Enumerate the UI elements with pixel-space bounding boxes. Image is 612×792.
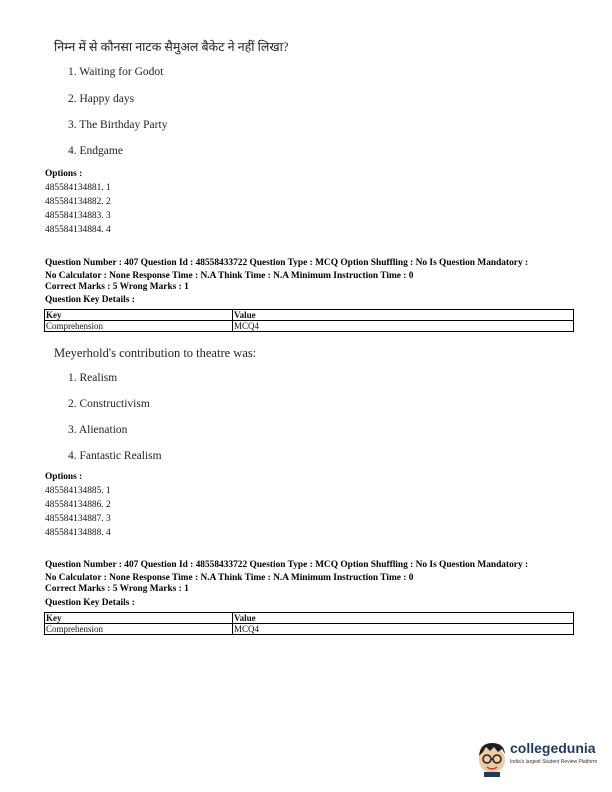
table-header-key: Key	[45, 613, 233, 624]
brand-name: collegedunia	[510, 740, 596, 756]
option-id: 485584134888. 4	[45, 528, 111, 538]
mascot-icon	[479, 743, 505, 777]
table-header-value: Value	[233, 613, 574, 624]
option-item: 1. Waiting for Godot	[68, 66, 164, 78]
key-table	[44, 612, 574, 635]
meta-line: No Calculator : None Response Time : N.A Think Time : N.A Minimum Instruction Time : 0	[45, 270, 414, 281]
option-item: 3. Alienation	[68, 424, 128, 436]
key-details-label: Question Key Details :	[45, 598, 135, 608]
option-item: 3. The Birthday Party	[68, 119, 168, 131]
option-id: 485584134887. 3	[45, 514, 111, 524]
question-text: निम्न में से कौनसा नाटक सैमुअल बैकेट ने नहीं लिखा?	[54, 40, 289, 54]
meta-line: No Calculator : None Response Time : N.A Think Time : N.A Minimum Instruction Time : 0	[45, 572, 414, 583]
question-meta	[45, 257, 575, 282]
option-item: 2. Constructivism	[68, 398, 150, 410]
table-row	[45, 321, 574, 332]
table-row	[45, 613, 574, 624]
key-details-label: Question Key Details :	[45, 295, 135, 305]
table-row	[45, 624, 574, 635]
table-cell-key: Comprehension	[45, 321, 233, 332]
question-meta	[45, 559, 575, 584]
option-item: 1. Realism	[68, 372, 118, 384]
table-header-key: Key	[45, 310, 233, 321]
options-label: Options :	[45, 472, 83, 482]
marks-line: Correct Marks : 5 Wrong Marks : 1	[45, 584, 189, 594]
option-item: 2. Happy days	[68, 93, 135, 105]
question-text: Meyerhold's contribution to theatre was:	[54, 346, 257, 360]
options-label: Options :	[45, 169, 83, 179]
option-item: 4. Fantastic Realism	[68, 450, 162, 462]
table-cell-value: MCQ4	[233, 321, 574, 332]
table-cell-value: MCQ4	[233, 624, 574, 635]
option-id: 485584134882. 2	[45, 197, 111, 207]
marks-line: Correct Marks : 5 Wrong Marks : 1	[45, 282, 189, 292]
option-id: 485584134881. 1	[45, 183, 111, 193]
meta-line: Question Number : 407 Question Id : 48558433722 Question Type : MCQ Option Shuffling : No Is Question Mandatory :	[45, 258, 529, 268]
option-id: 485584134884. 4	[45, 225, 111, 235]
table-cell-key: Comprehension	[45, 624, 233, 635]
option-item: 4. Endgame	[68, 145, 123, 157]
brand-tagline: India's largest Student Review Platform	[510, 759, 598, 765]
key-table	[44, 309, 574, 332]
option-id: 485584134885. 1	[45, 486, 111, 496]
table-header-value: Value	[233, 310, 574, 321]
option-id: 485584134883. 3	[45, 211, 111, 221]
table-row	[45, 310, 574, 321]
meta-line: Question Number : 407 Question Id : 48558433722 Question Type : MCQ Option Shuffling : No Is Question Mandatory :	[45, 560, 529, 570]
option-id: 485584134886. 2	[45, 500, 111, 510]
